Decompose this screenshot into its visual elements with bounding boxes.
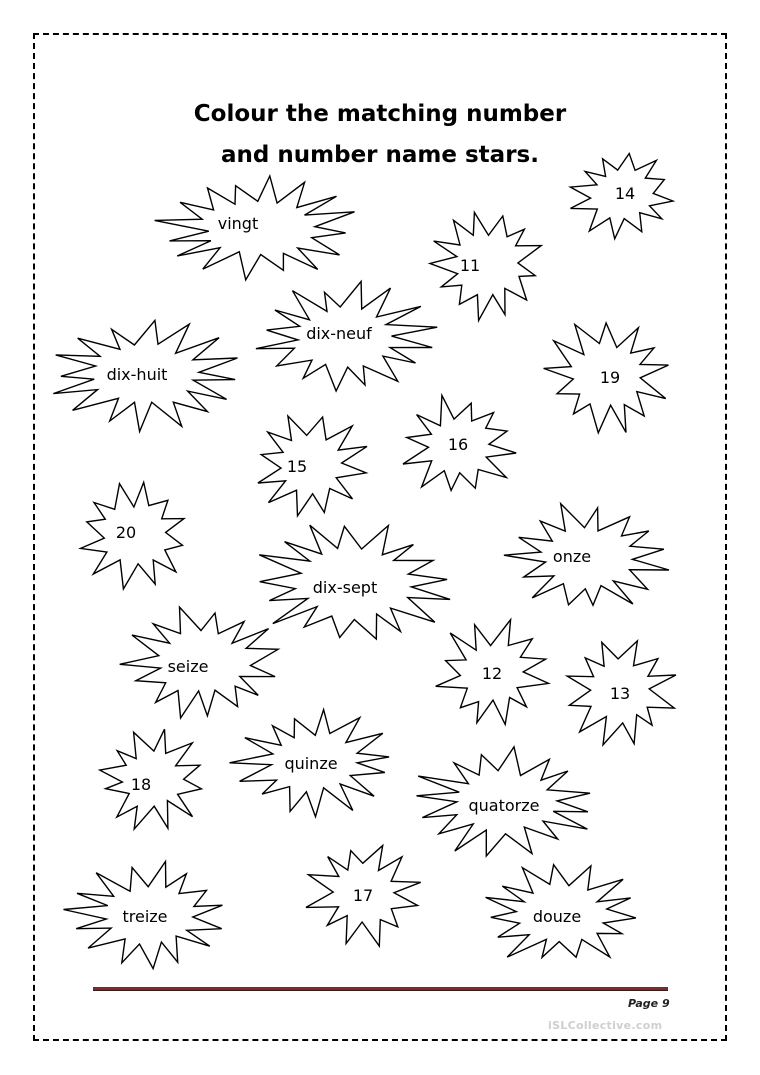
- star-label: 19: [599, 368, 621, 387]
- star-14[interactable]: [570, 154, 673, 239]
- star-label: 12: [481, 664, 503, 683]
- star-douze[interactable]: [486, 865, 636, 958]
- star-label: 17: [352, 886, 374, 905]
- star-11[interactable]: [430, 212, 541, 320]
- star-label: quinze: [284, 754, 338, 773]
- star-dix-neuf[interactable]: [256, 281, 437, 391]
- star-label: 13: [609, 684, 631, 703]
- footer-rule: [93, 987, 668, 991]
- star-label: douze: [532, 907, 582, 926]
- star-label: treize: [122, 907, 168, 926]
- watermark: iSLCollective.com: [548, 1019, 663, 1032]
- star-13[interactable]: [567, 641, 676, 745]
- star-label: dix-sept: [312, 578, 378, 597]
- star-seize[interactable]: [120, 607, 278, 718]
- star-17[interactable]: [306, 846, 421, 947]
- star-label: dix-neuf: [306, 324, 372, 343]
- star-12[interactable]: [436, 620, 549, 725]
- star-label: dix-huit: [106, 365, 168, 384]
- star-quinze[interactable]: [230, 710, 390, 817]
- star-label: vingt: [217, 214, 259, 233]
- star-label: 11: [459, 256, 481, 275]
- star-label: 15: [286, 457, 308, 476]
- star-20[interactable]: [81, 482, 184, 589]
- star-label: 16: [447, 435, 469, 454]
- star-dix-sept[interactable]: [259, 525, 450, 639]
- worksheet-title-line1: Colour the matching number: [193, 101, 567, 127]
- star-vingt[interactable]: [155, 176, 355, 280]
- star-quatorze[interactable]: [417, 747, 591, 856]
- star-onze[interactable]: [504, 504, 669, 606]
- page-number: Page 9: [628, 997, 670, 1010]
- star-shape[interactable]: [258, 416, 367, 516]
- star-label: 14: [614, 184, 636, 203]
- worksheet-title-line2: and number name stars.: [221, 142, 539, 168]
- star-label: 18: [130, 775, 152, 794]
- star-16[interactable]: [403, 395, 516, 490]
- star-label: quatorze: [468, 796, 540, 815]
- star-treize[interactable]: [64, 862, 223, 969]
- star-dix-huit[interactable]: [53, 320, 237, 431]
- star-19[interactable]: [544, 323, 669, 433]
- star-label: onze: [552, 547, 592, 566]
- star-shape[interactable]: [430, 212, 541, 320]
- star-18[interactable]: [100, 729, 202, 829]
- star-15[interactable]: [258, 416, 367, 516]
- star-label: 20: [115, 523, 137, 542]
- star-label: seize: [167, 657, 209, 676]
